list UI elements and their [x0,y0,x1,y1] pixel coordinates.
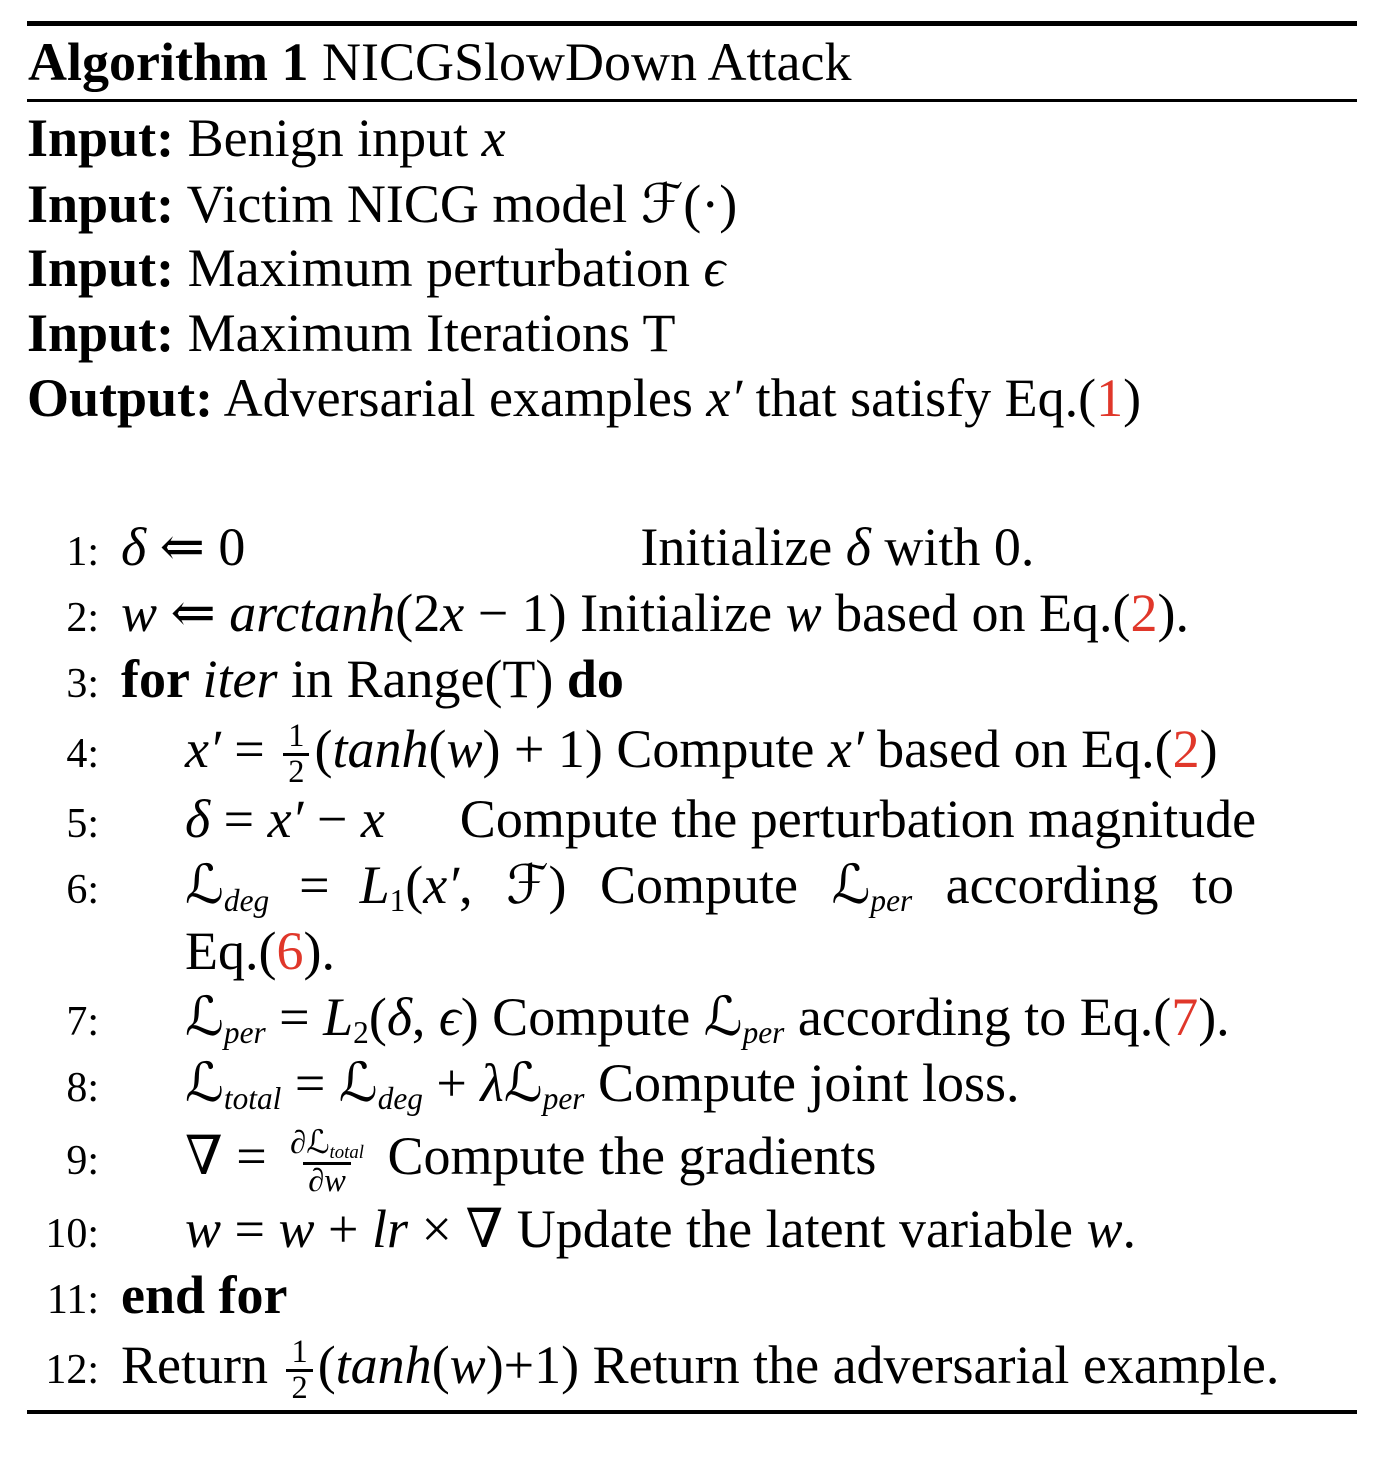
algorithm-line-6 [0,852,1384,918]
math-segment: δ [185,789,211,849]
text-segment: Return [121,1335,282,1395]
math-segment: ℒ [185,1051,224,1114]
text-segment: ). [1198,987,1230,1047]
math-segment: deg [377,1081,423,1117]
io-content [174,303,675,363]
line-content [99,1199,1136,1259]
text-segment: = [210,789,268,849]
math-segment: x′ [827,719,864,779]
vertical-gap [0,431,1384,514]
text-segment: based on Eq.( [863,719,1173,779]
text-segment: 1 [288,718,305,755]
text-segment: Benign input [174,108,482,168]
text-segment: Maximum Iterations T [174,303,676,363]
math-segment: total [329,1141,364,1163]
math-segment: δ [845,517,871,577]
text-segment: , [459,855,507,915]
text-segment: ) Compute [460,987,704,1047]
keyword: end for [121,1265,288,1325]
io-label: Input: [27,238,175,298]
text-segment: in Range(T) [277,649,567,709]
text-segment: )+1) Return the adversarial example. [485,1335,1280,1395]
io-line-5 [0,366,1384,431]
equation-ref: 2 [1172,719,1200,779]
io-line-3 [0,236,1384,301]
math-segment: ℒ [338,1051,378,1114]
math-segment: x [481,108,506,168]
math-segment: x [360,789,385,849]
text-segment: = [220,719,279,779]
text-segment: = [221,1199,279,1259]
line-content [99,853,1235,919]
line-number: 2: [66,595,99,641]
math-segment: total [223,1081,282,1117]
line-number: 3: [66,661,99,707]
text-segment: Eq.( [185,921,277,981]
io-label: Input: [27,303,175,363]
math-segment: iter [202,649,278,709]
text-segment: ( [314,719,333,779]
io-label: Input: [27,174,175,234]
text-segment: with 0. [870,517,1035,577]
text-segment: Compute the gradients [373,1126,877,1186]
algorithm-line-8 [0,1050,1384,1116]
text-segment: × ∇ Update the latent variable [408,1199,1087,1259]
fraction-numerator [286,1336,312,1369]
line-content [99,921,335,981]
text-segment: ( [368,987,387,1047]
equation-ref: 1 [1096,368,1124,428]
math-segment: ℒ [703,985,743,1048]
io-label: Input: [27,108,175,168]
line-number: 6: [66,867,99,913]
math-segment: tanh [335,1335,432,1395]
text-segment: ) [1123,368,1142,428]
text-segment: (2 [395,583,441,643]
math-segment: 1 [389,883,406,919]
math-segment: x′ [706,368,743,428]
algorithm-body [0,514,1384,1407]
text-segment: − [303,789,361,849]
algorithm-line-9 [0,1116,1384,1199]
math-segment: λ [480,1053,504,1113]
algorithm-title [0,26,1384,99]
io-line-4 [0,301,1384,366]
spacer [245,564,640,565]
spacer [385,836,460,837]
math-segment: deg [223,883,270,919]
text-segment: Initialize [640,517,846,577]
spacer [269,902,299,903]
math-segment: δ [386,987,412,1047]
text-segment: 1 [291,1334,308,1371]
bottom-rule [27,1410,1357,1414]
text-segment: Adversarial examples [213,368,707,428]
text-segment: . [1122,1199,1136,1259]
io-label: Output: [27,368,214,428]
math-segment: w [121,583,158,643]
math-segment: w [785,583,822,643]
equation-ref: 2 [1130,583,1158,643]
text-segment: Maximum perturbation [174,238,704,298]
math-segment: x′ [185,719,221,779]
algorithm-title-name: NICGSlowDown Attack [308,32,852,92]
text-segment: according to [912,855,1235,915]
math-segment: δ [121,517,147,577]
line-number: 9: [66,1138,99,1184]
text-segment: ) + 1) Compute [482,719,828,779]
text-segment: ⇐ 0 [146,517,246,577]
math-segment: ϵ [438,987,461,1047]
algorithm-line-12 [0,1328,1384,1407]
math-segment: ϵ [703,238,726,298]
math-segment: ∂ [290,1124,307,1161]
fraction [286,1336,312,1405]
text-segment: (·) [683,174,738,234]
line-content [99,789,1256,849]
io-content [174,108,505,168]
algorithm-line-3 [0,646,1384,712]
algorithm-line-5 [0,786,1384,852]
math-segment: 2 [353,1015,369,1051]
math-segment: x [440,583,465,643]
math-segment: ℒ [831,853,871,916]
line-content [99,517,1034,577]
line-content [99,985,1230,1051]
math-segment: w [449,1335,486,1395]
math-segment: per [870,883,913,919]
math-segment: ℒ [306,1122,330,1161]
line-content [99,649,624,709]
line-number: 4: [66,731,99,777]
text-segment: ). [303,921,335,981]
fraction-denominator [303,1162,351,1198]
text-segment: ) [1199,719,1218,779]
math-segment: tanh [332,719,429,779]
text-segment: ) Compute [548,855,832,915]
math-segment: w [1086,1199,1123,1259]
text-segment: ⇐ [157,583,230,643]
math-segment: ℒ [185,853,224,916]
algorithm-line-continuation [0,918,1384,984]
spacer [330,902,360,903]
keyword: for [121,649,203,709]
line-number: 5: [66,801,99,847]
math-segment: per [742,1015,785,1051]
algorithm-title-label: Algorithm 1 [28,32,309,92]
text-segment: 2 [291,1370,308,1407]
math-segment: lr [372,1199,409,1259]
math-segment: ℱ [640,172,684,235]
fraction-denominator [286,1369,312,1405]
fraction-numerator [283,720,309,753]
line-number: 10: [45,1211,99,1257]
text-segment: ( [431,1335,450,1395]
text-segment: ∇ = [185,1126,281,1186]
text-segment: + [314,1199,372,1259]
text-segment: + [422,1053,481,1113]
line-content [99,1051,1020,1117]
text-segment: according to Eq.( [784,987,1172,1047]
io-block [0,106,1384,431]
line-content [99,583,1189,643]
math-segment: per [223,1015,266,1051]
fraction-denominator [283,753,309,789]
math-segment: ∂w [308,1162,346,1199]
equation-ref: 6 [276,921,304,981]
math-segment: w [446,719,483,779]
text-segment: based on Eq.( [821,583,1131,643]
algorithm-line-1 [0,514,1384,580]
text-segment: = [299,855,330,915]
fraction [285,1122,369,1199]
text-segment: Compute the perturbation magnitude [459,789,1257,849]
text-segment: − 1) Initialize [464,583,786,643]
math-segment: x′ [423,855,460,915]
math-segment: arctanh [229,583,396,643]
title-rule [27,99,1357,102]
math-segment: L [359,855,390,915]
line-number: 12: [45,1347,99,1393]
algorithm-line-7 [0,984,1384,1050]
text-segment: that satisfy Eq.( [742,368,1097,428]
math-segment: ℱ [506,853,549,916]
text-segment: Victim NICG model [174,174,641,234]
io-line-2 [0,171,1384,236]
line-content [99,1265,287,1325]
io-line-1 [0,106,1384,171]
math-segment: w [185,1199,222,1259]
text-segment: ). [1157,583,1189,643]
text-segment: Compute joint loss. [584,1053,1020,1113]
line-number: 11: [46,1277,99,1323]
math-segment: ℒ [503,1051,543,1114]
line-number: 1: [66,529,99,575]
math-segment: x′ [267,789,304,849]
text-segment: ( [317,1335,336,1395]
equation-ref: 7 [1171,987,1199,1047]
math-segment: ℒ [185,985,224,1048]
fraction [283,720,309,789]
text-segment: ( [428,719,447,779]
line-content [99,1334,1280,1407]
keyword: do [566,649,624,709]
math-segment: L [323,987,354,1047]
algorithm-line-2 [0,580,1384,646]
text-segment: 2 [288,754,305,791]
fraction-numerator [285,1122,369,1163]
math-segment: w [278,1199,315,1259]
text-segment: = [281,1053,339,1113]
io-content [174,238,725,298]
text-segment: , [411,987,439,1047]
text-segment: = [265,987,324,1047]
line-number: 7: [66,999,99,1045]
algorithm-line-11 [0,1262,1384,1328]
io-content [213,368,1141,428]
io-content [174,174,737,234]
algorithm-figure [0,21,1384,1467]
algorithm-line-4 [0,712,1384,791]
line-number: 8: [66,1065,99,1111]
math-segment: per [542,1081,585,1117]
line-content [99,718,1218,791]
text-segment: ( [405,855,424,915]
algorithm-line-10 [0,1196,1384,1262]
line-content [99,1122,877,1199]
